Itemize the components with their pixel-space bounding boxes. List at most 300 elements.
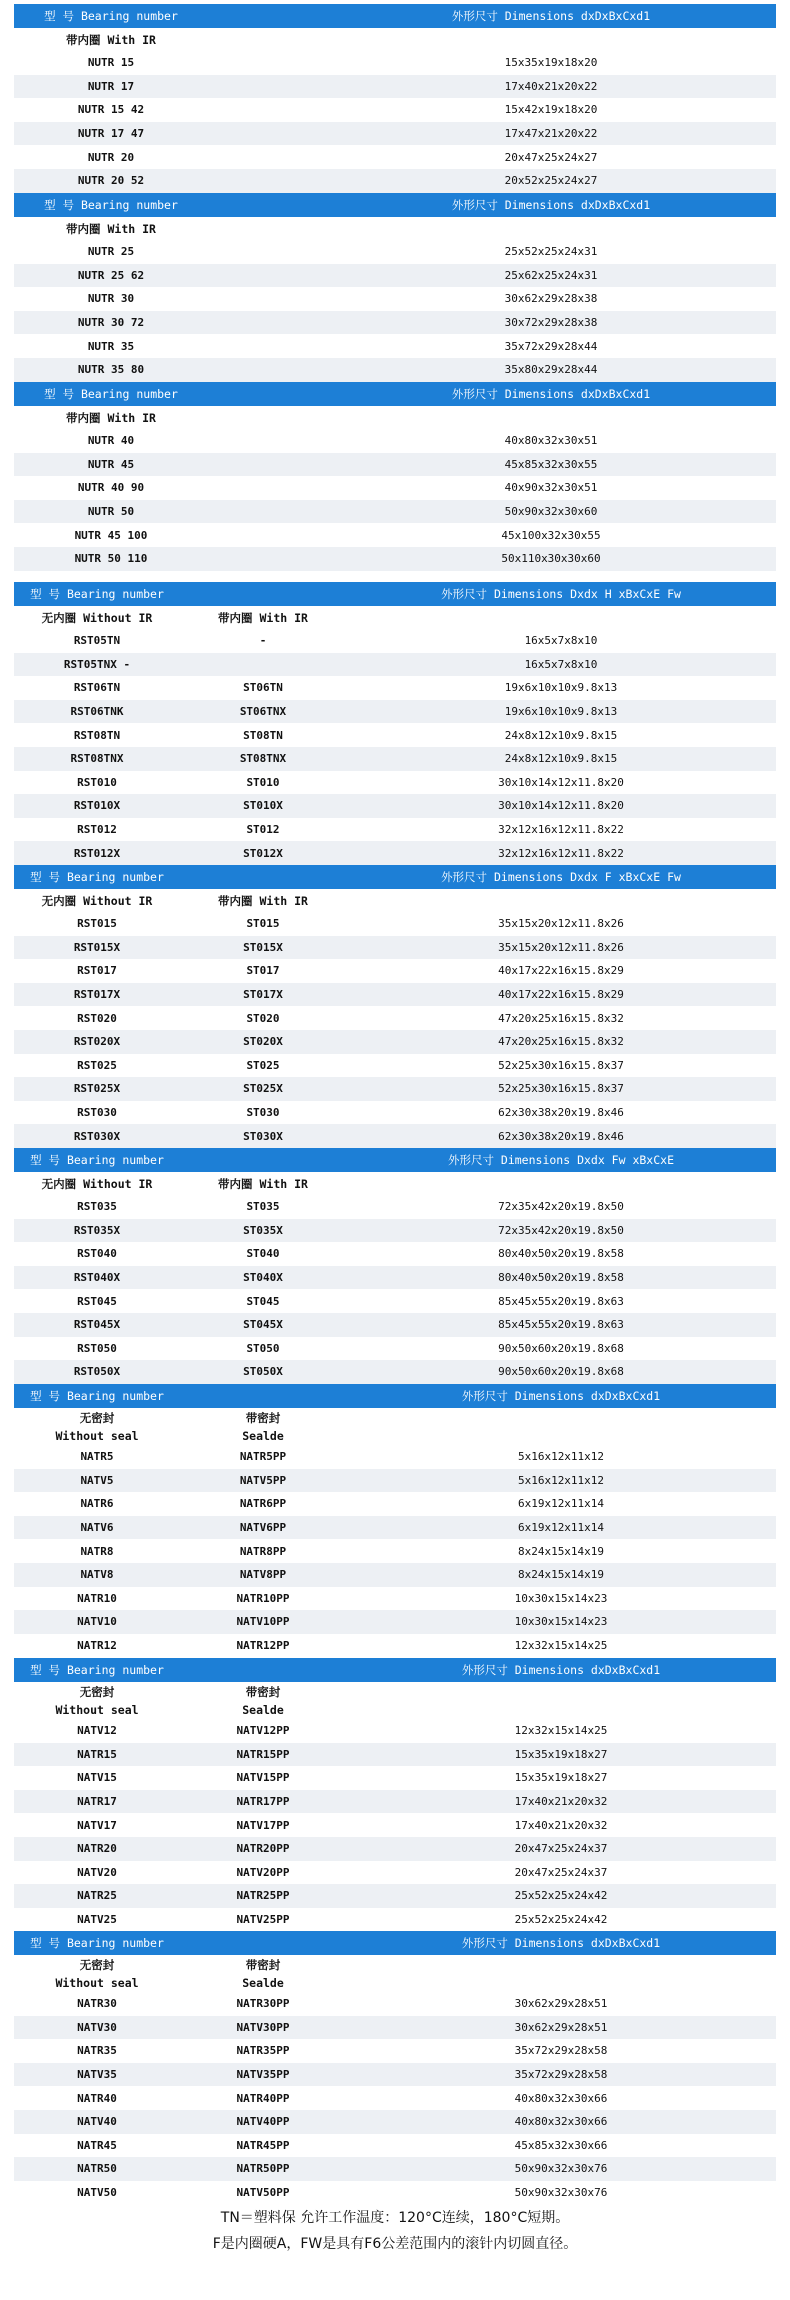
cell-dimensions: 35x72x29x28x58 (514, 2044, 608, 2058)
cell-model: NUTR 17 (87, 79, 135, 93)
table-header (14, 865, 776, 889)
table-row (14, 629, 776, 653)
cell-model: RST045 (77, 1294, 117, 1308)
cell-model-alt: ST010X (243, 799, 283, 813)
table-row (14, 453, 776, 477)
cell-model: RST010X (73, 799, 121, 813)
table-row (14, 547, 776, 571)
table-row (14, 1492, 776, 1516)
cell-model-alt: ST035X (243, 1223, 283, 1237)
cell-model: RST045X (73, 1318, 121, 1332)
table-row (14, 1124, 776, 1148)
table-row (14, 169, 776, 193)
table-row (14, 145, 776, 169)
header-dimensions: 外形尺寸 Dimensions dxDxBxCxd1 (451, 9, 651, 23)
cell-model-alt: ST020 (246, 1011, 280, 1025)
cell-dimensions: 30x62x29x28x38 (504, 292, 598, 306)
cell-model-alt: NATR45PP (236, 2138, 290, 2152)
table-row (14, 653, 776, 677)
cell-model: NUTR 17 47 (77, 127, 145, 141)
cell-model: RST040 (77, 1247, 117, 1261)
header-dimensions: 外形尺寸 Dimensions dxDxBxCxd1 (461, 1936, 661, 1950)
cell-dimensions: 40x80x32x30x51 (504, 434, 598, 448)
cell-model: NUTR 25 62 (77, 268, 145, 282)
cell-model-alt: ST015 (246, 917, 280, 931)
cell-dimensions: 5x16x12x11x12 (517, 1473, 605, 1487)
cell-model-alt (208, 453, 326, 477)
cell-model: RST050 (77, 1341, 117, 1355)
cell-model: NATR5 (80, 1450, 114, 1464)
cell-dimensions: 85x45x55x20x19.8x63 (498, 1318, 624, 1332)
cell-model: NUTR 20 (87, 150, 135, 164)
cell-dimensions: 19x6x10x10x9.8x13 (504, 681, 618, 695)
table-row (14, 1030, 776, 1054)
cell-model: NATR10 (77, 1591, 117, 1605)
cell-dimensions: 40x90x32x30x51 (504, 481, 598, 495)
cell-model-alt: NATR17PP (236, 1795, 290, 1809)
table-row (14, 912, 776, 936)
table-header (14, 1931, 776, 1955)
table-row (14, 2134, 776, 2158)
cell-model-alt: ST040 (246, 1247, 280, 1261)
cell-model-alt: ST045X (243, 1318, 283, 1332)
cell-dimensions: 40x80x32x30x66 (514, 2115, 608, 2129)
cell-dimensions: 25x62x25x24x31 (504, 268, 598, 282)
table-row (14, 1289, 776, 1313)
cell-model-alt (180, 653, 346, 677)
table-row (14, 1908, 776, 1932)
cell-dimensions: 35x72x29x28x58 (514, 2068, 608, 2082)
header-bearing-number: 型 号 Bearing number (30, 1389, 164, 1403)
cell-dimensions: 35x72x29x28x44 (504, 339, 598, 353)
cell-model-alt (208, 429, 326, 453)
table-row (14, 2181, 776, 2205)
cell-dimensions: 5x16x12x11x12 (517, 1450, 605, 1464)
table-header (14, 1384, 776, 1408)
cell-model-alt: NATR10PP (236, 1591, 290, 1605)
cell-dimensions: 25x52x25x24x42 (514, 1913, 608, 1927)
subheader-blank (346, 1408, 776, 1445)
table-row (14, 771, 776, 795)
cell-model: RST030 (77, 1106, 117, 1120)
table-row (14, 523, 776, 547)
cell-model: NATR30 (77, 1997, 117, 2011)
subheader-variant-b: 带内圈 With IR (218, 1176, 308, 1191)
table-subheader (14, 1172, 776, 1195)
subheader-blank (346, 1682, 776, 1719)
table-header (14, 382, 776, 406)
cell-model-alt (208, 311, 326, 335)
cell-model-alt: ST06TN (243, 681, 283, 695)
cell-model-alt: ST025X (243, 1082, 283, 1096)
header-dimensions: 外形尺寸 Dimensions dxDxBxCxd1 (461, 1663, 661, 1677)
cell-model: RST040X (73, 1271, 121, 1285)
cell-model-alt: NATV15PP (236, 1771, 290, 1785)
subheader-variant-b: 带密封 Sealde (242, 1957, 284, 1990)
subheader-blank (326, 28, 776, 51)
header-dimensions: 外形尺寸 Dimensions Dxdx H xBxCxE Fw (441, 587, 681, 601)
header-spacer (180, 1148, 346, 1172)
table-subheader (14, 28, 776, 51)
cell-dimensions: 8x24x15x14x19 (517, 1568, 605, 1582)
cell-model: NUTR 30 72 (77, 316, 145, 330)
table-row (14, 1516, 776, 1540)
cell-model-alt: ST030 (246, 1106, 280, 1120)
cell-dimensions: 12x32x15x14x25 (514, 1724, 608, 1738)
table-row (14, 2063, 776, 2087)
table-row (14, 500, 776, 524)
cell-model: NATV17 (77, 1818, 117, 1832)
cell-dimensions: 47x20x25x16x15.8x32 (498, 1035, 624, 1049)
cell-dimensions: 62x30x38x20x19.8x46 (498, 1129, 624, 1143)
table-row (14, 700, 776, 724)
cell-model: NATV25 (77, 1913, 117, 1927)
cell-model-alt: ST012X (243, 846, 283, 860)
cell-model-alt: ST012 (246, 823, 280, 837)
table-header (14, 582, 776, 606)
cell-model-alt: ST035 (246, 1200, 280, 1214)
cell-model-alt: ST010 (246, 775, 280, 789)
table-row (14, 747, 776, 771)
table-row (14, 1266, 776, 1290)
table-header (14, 1148, 776, 1172)
cell-model: RST05TNX - (63, 657, 131, 671)
table-row (14, 1219, 776, 1243)
cell-model-alt: NATV40PP (236, 2115, 290, 2129)
table-subheader (14, 1682, 776, 1719)
cell-dimensions: 20x47x25x24x37 (514, 1865, 608, 1879)
cell-model-alt (208, 75, 326, 99)
header-spacer (208, 193, 326, 217)
cell-model-alt (208, 264, 326, 288)
cell-model-alt: ST050 (246, 1341, 280, 1355)
table-row (14, 1992, 776, 2016)
cell-model-alt: NATV20PP (236, 1865, 290, 1879)
cell-model-alt: NATR40PP (236, 2091, 290, 2105)
cell-dimensions: 30x62x29x28x51 (514, 2020, 608, 2034)
subheader-variant-a: 无内圈 Without IR (41, 1176, 153, 1191)
table-header (14, 1658, 776, 1682)
table-row (14, 1054, 776, 1078)
cell-model: NUTR 20 52 (77, 174, 145, 188)
cell-model: NATV12 (77, 1724, 117, 1738)
header-bearing-number: 型 号 Bearing number (30, 1663, 164, 1677)
subheader-variant-a: 无内圈 Without IR (41, 610, 153, 625)
cell-model: RST08TNX (70, 752, 124, 766)
table-row (14, 1006, 776, 1030)
table-row (14, 818, 776, 842)
subheader-variant-b (208, 217, 326, 240)
header-bearing-number: 型 号 Bearing number (44, 9, 178, 23)
cell-model: RST06TN (73, 681, 121, 695)
subheader-variant-b (208, 406, 326, 429)
cell-model-alt: NATV17PP (236, 1818, 290, 1832)
table-row (14, 98, 776, 122)
cell-model-alt (208, 145, 326, 169)
table-row (14, 1313, 776, 1337)
table-subheader (14, 406, 776, 429)
cell-dimensions: 25x52x25x24x42 (514, 1889, 608, 1903)
cell-dimensions: 50x90x32x30x76 (514, 2186, 608, 2200)
cell-dimensions: 35x15x20x12x11.8x26 (498, 917, 624, 931)
header-spacer (180, 865, 346, 889)
cell-model-alt (208, 547, 326, 571)
cell-model-alt (208, 523, 326, 547)
cell-model: RST050X (73, 1365, 121, 1379)
subheader-blank (346, 1955, 776, 1992)
table-subheader (14, 889, 776, 912)
cell-dimensions: 16x5x7x8x10 (524, 634, 598, 648)
cell-model-alt (208, 240, 326, 264)
table-row (14, 936, 776, 960)
subheader-variant-a: 无密封 Without seal (55, 1684, 139, 1717)
cell-model: RST025X (73, 1082, 121, 1096)
table-row (14, 1884, 776, 1908)
cell-model-alt: NATV12PP (236, 1724, 290, 1738)
cell-model-alt: NATR6PP (239, 1497, 287, 1511)
cell-dimensions: 30x10x14x12x11.8x20 (498, 775, 624, 789)
header-spacer (180, 1384, 346, 1408)
cell-model: NUTR 40 90 (77, 481, 145, 495)
cell-model: NATV35 (77, 2068, 117, 2082)
cell-model-alt: ST08TN (243, 728, 283, 742)
table-row (14, 1101, 776, 1125)
cell-model-alt (208, 98, 326, 122)
cell-model: RST012X (73, 846, 121, 860)
cell-model: NATR15 (77, 1747, 117, 1761)
cell-model: NATV15 (77, 1771, 117, 1785)
cell-dimensions: 90x50x60x20x19.8x68 (498, 1365, 624, 1379)
subheader-variant-b: 带内圈 With IR (218, 893, 308, 908)
cell-model-alt: ST050X (243, 1365, 283, 1379)
cell-dimensions: 52x25x30x16x15.8x37 (498, 1082, 624, 1096)
table-row (14, 1610, 776, 1634)
table-subheader (14, 1955, 776, 1992)
cell-dimensions: 45x100x32x30x55 (501, 528, 601, 542)
cell-dimensions: 45x85x32x30x55 (504, 457, 598, 471)
table-subheader (14, 606, 776, 629)
cell-dimensions: 15x42x19x18x20 (504, 103, 598, 117)
table-row (14, 1077, 776, 1101)
cell-model-alt (208, 334, 326, 358)
cell-model: NUTR 35 80 (77, 363, 145, 377)
cell-dimensions: 90x50x60x20x19.8x68 (498, 1341, 624, 1355)
cell-dimensions: 50x90x32x30x60 (504, 505, 598, 519)
cell-model: NATR35 (77, 2044, 117, 2058)
cell-model-alt: NATV8PP (239, 1568, 287, 1582)
table-row (14, 1445, 776, 1469)
cell-model: NUTR 45 (87, 457, 135, 471)
cell-model-alt: ST017X (243, 988, 283, 1002)
cell-model-alt: ST08TNX (239, 752, 287, 766)
cell-model: NATV20 (77, 1865, 117, 1879)
cell-model: NUTR 30 (87, 292, 135, 306)
cell-dimensions: 6x19x12x11x14 (517, 1497, 605, 1511)
table-row (14, 1634, 776, 1658)
header-bearing-number: 型 号 Bearing number (30, 1936, 164, 1950)
table-row (14, 959, 776, 983)
header-bearing-number: 型 号 Bearing number (30, 870, 164, 884)
table-row (14, 841, 776, 865)
cell-model-alt: NATV30PP (236, 2020, 290, 2034)
subheader-variant-a: 无密封 Without seal (55, 1410, 139, 1443)
cell-model: RST020 (77, 1011, 117, 1025)
cell-model: RST012 (77, 823, 117, 837)
cell-dimensions: 35x80x29x28x44 (504, 363, 598, 377)
subheader-variant-a: 带内圈 With IR (66, 32, 156, 47)
cell-dimensions: 40x17x22x16x15.8x29 (498, 988, 624, 1002)
cell-model: NUTR 50 110 (74, 552, 148, 566)
cell-model-alt: NATR35PP (236, 2044, 290, 2058)
cell-dimensions: 50x110x30x30x60 (501, 552, 601, 566)
header-bearing-number: 型 号 Bearing number (44, 387, 178, 401)
table-row (14, 1587, 776, 1611)
cell-model: NATR45 (77, 2138, 117, 2152)
cell-model: NUTR 15 42 (77, 103, 145, 117)
table-row (14, 240, 776, 264)
cell-model-alt (208, 500, 326, 524)
table-subheader (14, 217, 776, 240)
subheader-variant-a: 无内圈 Without IR (41, 893, 153, 908)
cell-model: NATV5 (80, 1473, 114, 1487)
table-row (14, 476, 776, 500)
cell-model-alt: NATV35PP (236, 2068, 290, 2082)
cell-model: NATR6 (80, 1497, 114, 1511)
table-row (14, 264, 776, 288)
table-row (14, 311, 776, 335)
cell-model-alt: ST06TNX (239, 705, 287, 719)
subheader-variant-b: 带密封 Sealde (242, 1410, 284, 1443)
table-row (14, 122, 776, 146)
cell-model-alt: ST030X (243, 1129, 283, 1143)
subheader-blank (346, 606, 776, 629)
cell-model: NATR17 (77, 1795, 117, 1809)
cell-dimensions: 17x40x21x20x32 (514, 1795, 608, 1809)
cell-model: RST035X (73, 1223, 121, 1237)
cell-model: RST017X (73, 988, 121, 1002)
cell-dimensions: 52x25x30x16x15.8x37 (498, 1058, 624, 1072)
cell-dimensions: 40x80x32x30x66 (514, 2091, 608, 2105)
cell-model-alt: NATV6PP (239, 1521, 287, 1535)
cell-model-alt: ST015X (243, 940, 283, 954)
cell-model: RST020X (73, 1035, 121, 1049)
cell-dimensions: 24x8x12x10x9.8x15 (504, 728, 618, 742)
cell-model-alt (208, 51, 326, 75)
cell-dimensions: 30x62x29x28x51 (514, 1997, 608, 2011)
table-row (14, 2110, 776, 2134)
header-spacer (180, 1931, 346, 1955)
header-spacer (208, 4, 326, 28)
cell-dimensions: 6x19x12x11x14 (517, 1521, 605, 1535)
cell-dimensions: 17x47x21x20x22 (504, 127, 598, 141)
cell-model: NATR12 (77, 1639, 117, 1653)
cell-model: NATV40 (77, 2115, 117, 2129)
cell-model-alt: NATR20PP (236, 1842, 290, 1856)
cell-model-alt (208, 287, 326, 311)
cell-model: RST05TN (73, 634, 121, 648)
cell-model: RST015X (73, 940, 121, 954)
cell-model-alt: ST017 (246, 964, 280, 978)
table-row (14, 1790, 776, 1814)
cell-model: NATV50 (77, 2186, 117, 2200)
cell-model-alt: NATV10PP (236, 1615, 290, 1629)
cell-model: NUTR 35 (87, 339, 135, 353)
footer-note-tolerance: F是内圈硬A，FW是具有F6公差范围内的滚针内切圆直径。 (212, 2236, 578, 2252)
header-spacer (180, 582, 346, 606)
table-row (14, 1563, 776, 1587)
table-row (14, 1837, 776, 1861)
cell-model-alt: ST020X (243, 1035, 283, 1049)
cell-dimensions: 12x32x15x14x25 (514, 1639, 608, 1653)
table-row (14, 75, 776, 99)
subheader-variant-b (208, 28, 326, 51)
table-row (14, 1337, 776, 1361)
table-row (14, 723, 776, 747)
cell-model-alt: ST025 (246, 1058, 280, 1072)
table-row (14, 1743, 776, 1767)
cell-model: NUTR 40 (87, 434, 135, 448)
cell-dimensions: 20x52x25x24x27 (504, 174, 598, 188)
cell-model: NATR8 (80, 1544, 114, 1558)
cell-model-alt: NATR25PP (236, 1889, 290, 1903)
cell-model: RST010 (77, 775, 117, 789)
cell-model-alt: NATR12PP (236, 1639, 290, 1653)
subheader-variant-b: 带内圈 With IR (218, 610, 308, 625)
table-header (14, 4, 776, 28)
table-row (14, 1195, 776, 1219)
subheader-blank (346, 889, 776, 912)
cell-model-alt: NATR8PP (239, 1544, 287, 1558)
cell-dimensions: 17x40x21x20x32 (514, 1818, 608, 1832)
cell-dimensions: 17x40x21x20x22 (504, 79, 598, 93)
cell-dimensions: 80x40x50x20x19.8x58 (498, 1247, 624, 1261)
footer-notes (0, 2205, 790, 2257)
cell-model: NUTR 15 (87, 56, 135, 70)
cell-model-alt (208, 358, 326, 382)
cell-dimensions: 50x90x32x30x76 (514, 2162, 608, 2176)
header-bearing-number: 型 号 Bearing number (44, 198, 178, 212)
cell-model: NATR40 (77, 2091, 117, 2105)
cell-model-alt (208, 169, 326, 193)
cell-model: NUTR 45 100 (74, 528, 148, 542)
cell-dimensions: 47x20x25x16x15.8x32 (498, 1011, 624, 1025)
cell-dimensions: 32x12x16x12x11.8x22 (498, 823, 624, 837)
cell-model-alt: NATR50PP (236, 2162, 290, 2176)
cell-model-alt: ST040X (243, 1271, 283, 1285)
table-row (14, 51, 776, 75)
cell-model: NATR25 (77, 1889, 117, 1903)
cell-model-alt (208, 122, 326, 146)
cell-dimensions: 20x47x25x24x37 (514, 1842, 608, 1856)
cell-dimensions: 16x5x7x8x10 (524, 657, 598, 671)
table-row (14, 983, 776, 1007)
subheader-variant-b: 带密封 Sealde (242, 1684, 284, 1717)
table-row (14, 429, 776, 453)
subheader-variant-a: 无密封 Without seal (55, 1957, 139, 1990)
cell-dimensions: 20x47x25x24x27 (504, 150, 598, 164)
table-row (14, 1360, 776, 1384)
header-dimensions: 外形尺寸 Dimensions dxDxBxCxd1 (451, 198, 651, 212)
header-bearing-number: 型 号 Bearing number (30, 587, 164, 601)
table-row (14, 1766, 776, 1790)
subheader-blank (326, 406, 776, 429)
cell-dimensions: 15x35x19x18x20 (504, 56, 598, 70)
table-row (14, 2016, 776, 2040)
cell-model: RST08TN (73, 728, 121, 742)
cell-dimensions: 24x8x12x10x9.8x15 (504, 752, 618, 766)
header-dimensions: 外形尺寸 Dimensions dxDxBxCxd1 (461, 1389, 661, 1403)
cell-dimensions: 45x85x32x30x66 (514, 2138, 608, 2152)
